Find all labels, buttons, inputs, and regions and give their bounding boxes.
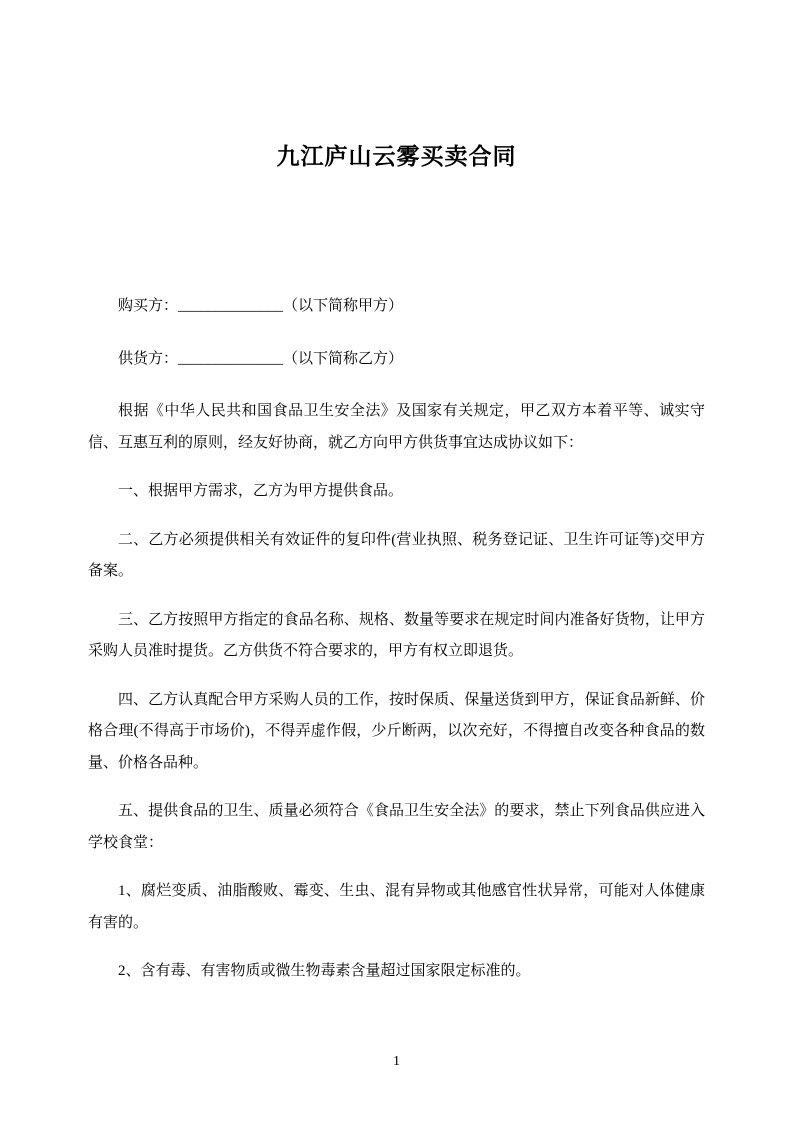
page-number: 1 bbox=[393, 1054, 400, 1069]
clause-5: 五、提供食品的卫生、质量必须符合《食品卫生安全法》的要求，禁止下列食品供应进入学校食堂： bbox=[88, 803, 705, 851]
preamble-paragraph: 根据《中华人民共和国食品卫生安全法》及国家有关规定，甲乙双方本着平等、诚实守信、互惠互利的原则，经友好协商，就乙方向甲方供货事宜达成协议如下： bbox=[88, 403, 705, 451]
clause-5-item-1: 1、腐烂变质、油脂酸败、霉变、生虫、混有异物或其他感官性状异常，可能对人体健康有害的。 bbox=[88, 883, 705, 931]
buyer-line: 购买方：______________（以下简称甲方） bbox=[118, 298, 404, 314]
clause-1: 一、根据甲方需求，乙方为甲方提供食品。 bbox=[118, 483, 404, 499]
clause-2: 二、乙方必须提供相关有效证件的复印件(营业执照、税务登记证、卫生许可证等)交甲方备案。 bbox=[88, 531, 705, 579]
clause-4: 四、乙方认真配合甲方采购人员的工作，按时保质、保量送货到甲方，保证食品新鲜、价格合理(不得高于市场价)，不得弄虚作假，少斤断两，以次充好，不得擅自改变各种食品的数量、价格各品种。 bbox=[88, 691, 705, 771]
supplier-line: 供货方：______________（以下简称乙方） bbox=[118, 350, 404, 367]
clause-3: 三、乙方按照甲方指定的食品名称、规格、数量等要求在规定时间内准备好货物，让甲方采购人员准时提货。乙方供货不符合要求的，甲方有权立即退货。 bbox=[88, 611, 705, 659]
document-title: 九江庐山云雾买卖合同 bbox=[276, 143, 517, 169]
clause-5-item-2: 2、含有毒、有害物质或微生物毒素含量超过国家限定标准的。 bbox=[118, 963, 531, 979]
